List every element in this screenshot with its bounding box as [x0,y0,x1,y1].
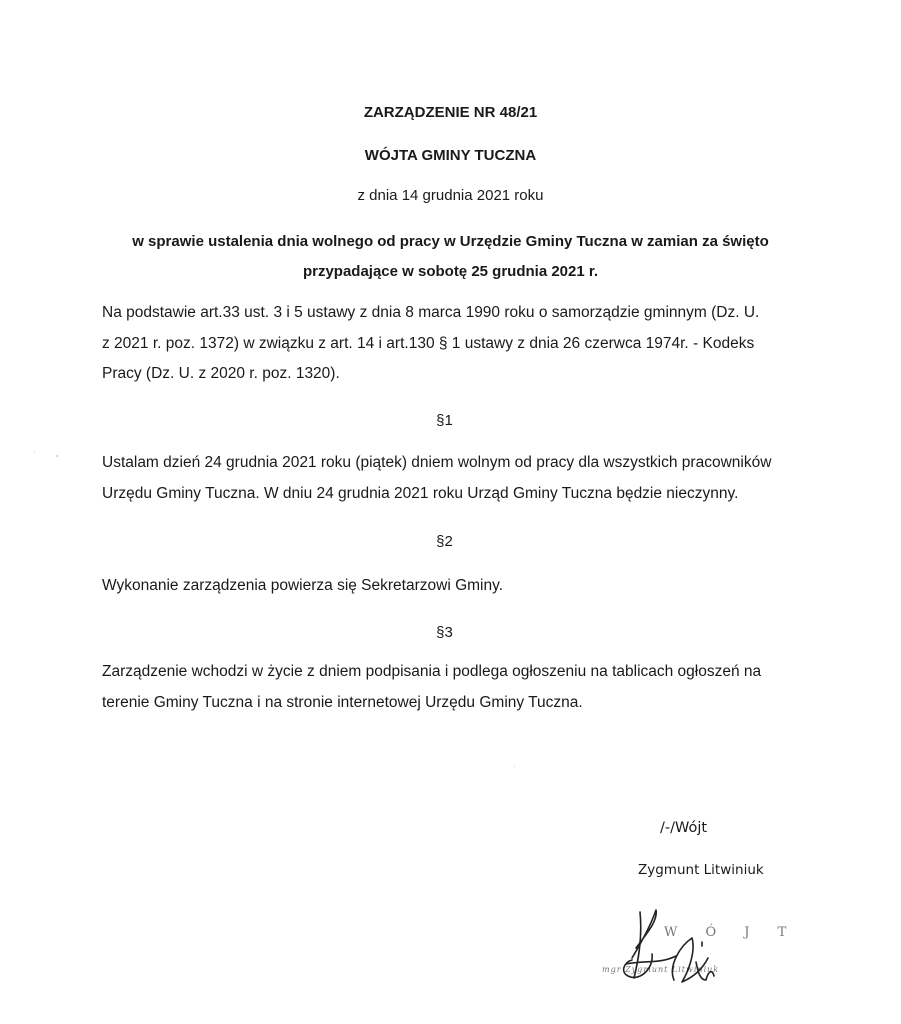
handwritten-signature [596,902,799,992]
svg-text:W Ó J T: W Ó J T [664,925,799,940]
preamble-line: Pracy (Dz. U. z 2020 r. poz. 1320). [102,365,340,382]
official-stamp [602,923,798,974]
document-date: z dnia 14 grudnia 2021 roku [357,187,544,204]
document-title: ZARZĄDZENIE NR 48/21 [363,104,538,121]
preamble-paragraph [102,298,802,390]
section-line: Urzędu Gminy Tuczna. W dniu 24 grudnia 2021 roku Urząd Gminy Tuczna będzie nieczynny. [102,484,739,502]
scan-speck [56,455,58,457]
scan-speck [514,766,515,767]
subject-line: przypadające w sobotę 25 grudnia 2021 r. [302,263,599,280]
section-line: Zarządzenie wchodzi w życie z dniem podpisania i podlega ogłoszeniu na tablicach ogłoszeń na [102,663,762,680]
signatory-role: /-/Wójt [660,820,708,836]
section-1-paragraph [102,448,802,509]
signatory-name: Zygmunt Litwiniuk [638,862,764,878]
preamble-line: z 2021 r. poz. 1372) w związku z art. 14 i art.130 § 1 ustawy z dnia 26 czerwca 1974r. - Kodeks [102,334,755,352]
scan-speck [34,452,35,453]
section-line: terenie Gminy Tuczna i na stronie internetowej Urzędu Gminy Tuczna. [102,693,583,711]
section-marker-2: §2 [436,533,453,550]
section-3-paragraph [102,657,802,718]
subject-line: w sprawie ustalenia dnia wolnego od pracy w Urzędzie Gminy Tuczna w zamian za święto [132,233,769,250]
section-2-paragraph [102,571,802,602]
section-line: Ustalam dzień 24 grudnia 2021 roku (piątek) dniem wolnym od pracy dla wszystkich pracowników [102,454,772,471]
svg-text:mgr Zygmunt Litwiniuk: mgr Zygmunt Litwiniuk [602,965,720,974]
section-marker-1: §1 [436,412,453,429]
document-subject [0,227,901,287]
preamble-line: Na podstawie art.33 ust. 3 i 5 ustawy z dnia 8 marca 1990 roku o samorządzie gminnym (Dz. U. [102,304,760,321]
document-issuer: WÓJTA GMINY TUCZNA [364,147,537,164]
section-marker-3: §3 [436,624,453,641]
section-line: Wykonanie zarządzenia powierza się Sekretarzowi Gminy. [102,577,504,594]
